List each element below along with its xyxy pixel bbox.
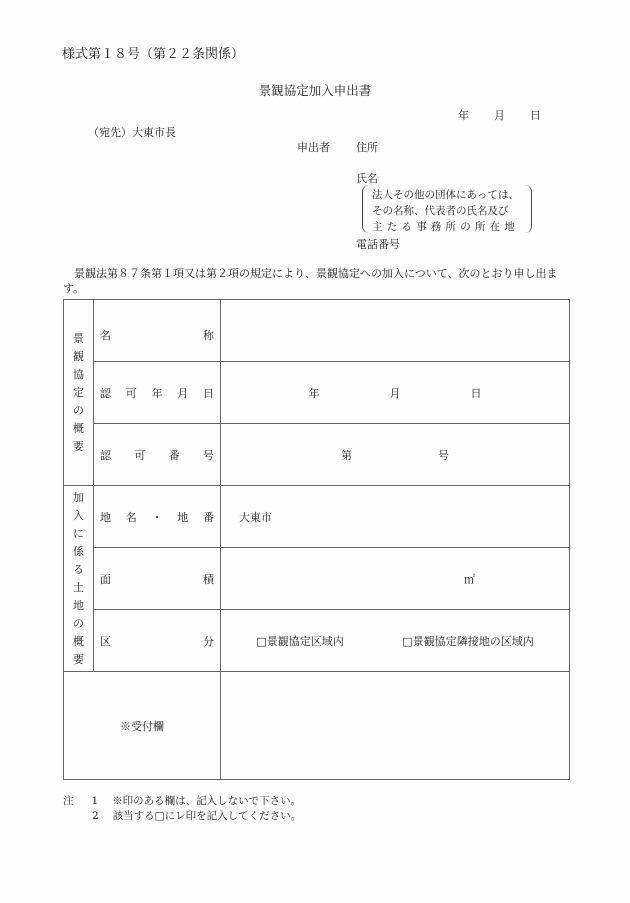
phone-label: 電話番号 <box>356 238 400 251</box>
approval-date-field[interactable]: 年 月 日 <box>221 362 570 424</box>
footnote-1 <box>63 793 301 808</box>
agreement-name-field[interactable] <box>221 300 570 362</box>
area-unit: ㎡ <box>464 572 475 586</box>
footnote-marker: 注 <box>63 795 74 807</box>
form-number: 様式第１８号（第２２条関係） <box>62 47 245 62</box>
date-month-label: 月 <box>494 109 505 122</box>
footnote-2 <box>92 808 301 823</box>
approval-number-field[interactable]: 第 号 <box>221 424 570 486</box>
label-lot-location: 地 名 ・ 地 番 <box>94 486 221 548</box>
footnote-number: 2 <box>92 810 99 822</box>
label-agreement-name: 名 称 <box>94 300 221 362</box>
checkbox-adjacent-area[interactable]: □景観協定隣接地の区域内 <box>402 634 534 648</box>
footnote-text: 該当する□にレ印を記入してください。 <box>112 810 302 822</box>
section-label-agreement: 景 観 協 定 の 概 要 <box>64 300 94 486</box>
classification-field <box>221 610 570 672</box>
reception-field <box>221 672 570 780</box>
date-day-label: 日 <box>530 109 541 122</box>
application-table <box>63 299 570 780</box>
lot-location-field[interactable] <box>221 486 570 548</box>
city-prefix: 大東市 <box>239 510 272 524</box>
section-label-land: 加 入 に 係 る 土 地 の 概 要 <box>64 486 94 672</box>
document-title: 景観協定加入申出書 <box>258 83 372 98</box>
reception-label-cell <box>64 672 221 780</box>
label-approval-number: 認 可 番 号 <box>94 424 221 486</box>
footnote-text: ※印のある欄は、記入しないで下さい。 <box>112 795 302 807</box>
checkbox-within-agreement-area[interactable]: □景観協定区域内 <box>256 634 344 648</box>
addressee: （宛先）大東市長 <box>88 126 176 139</box>
date-year-label: 年 <box>458 109 469 122</box>
corporate-note-line: 主たる事務所の所在地 <box>372 221 519 233</box>
name-label: 氏名 <box>356 172 378 185</box>
corporate-note-line: その名称、代表者の氏名及び <box>372 205 509 217</box>
footnote-number: 1 <box>91 795 99 807</box>
label-classification: 区 分 <box>94 610 221 672</box>
area-field[interactable] <box>221 548 570 610</box>
label-area: 面 積 <box>94 548 221 610</box>
statement-text: 景観法第８７条第１項又は第２項の規定により、景観協定への加入について、次のとおり申し出ます。 <box>63 267 558 295</box>
reception-label: ※受付欄 <box>120 719 164 733</box>
address-label: 住所 <box>356 141 378 154</box>
corporate-note-line: 法人その他の団体にあっては、 <box>372 189 519 201</box>
applicant-label: 申出者 <box>297 141 330 154</box>
label-approval-date: 認 可 年 月 日 <box>94 362 221 424</box>
